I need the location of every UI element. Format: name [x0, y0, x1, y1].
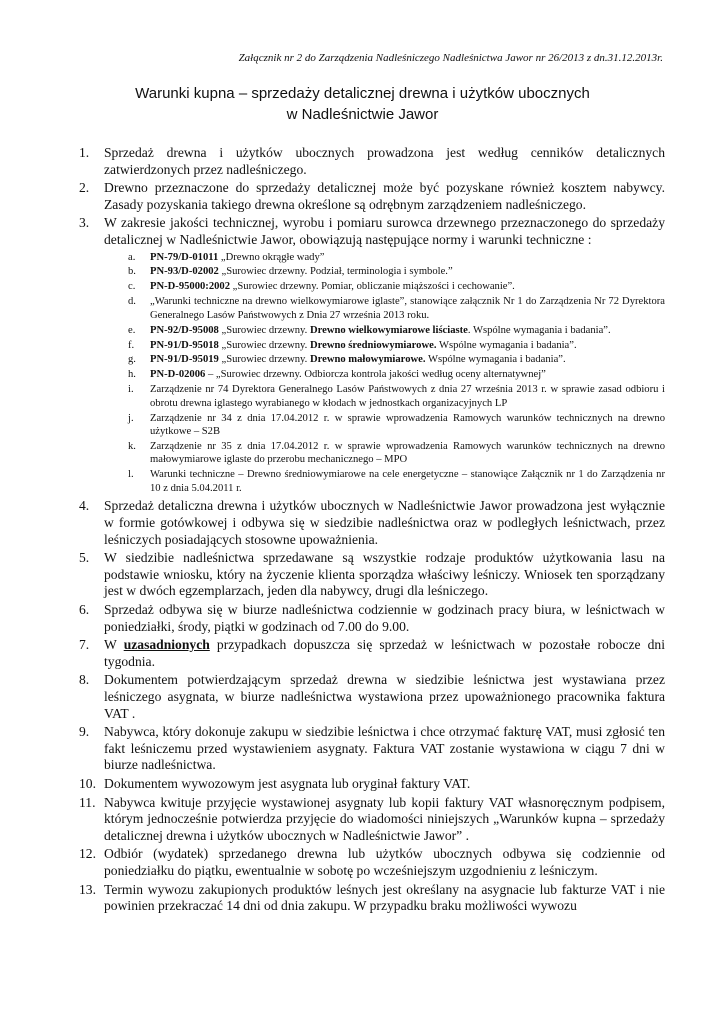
- title-line-2: w Nadleśnictwie Jawor: [286, 106, 439, 123]
- list-item: 11. Nabywca kwituje przyjęcie wystawionej asygnaty lub kopii faktury VAT własnoręcznym podpisem, którym jednocześnie potwierdza przyjęcie do wiadomości niniejszych „Warunków kupna – sprzedaży detalicznej drewna i użytków ubocznych w Nadleśnictwie Jawor” .: [79, 794, 665, 843]
- norm-item: l. Warunki techniczne – Drewno średniowymiarowe na cele energetyczne – stanowiące Załącznik nr 1 do Zarządzenia nr 10 z dnia 5.04.2011 r.: [128, 469, 665, 494]
- norm-item: j. Zarządzenie nr 34 z dnia 17.04.2012 r. w sprawie wprowadzenia Ramowych warunków technicznych na drewno użytkowe – S2B: [128, 412, 665, 437]
- norms-list: [104, 251, 665, 495]
- list-item: 2. Drewno przeznaczone do sprzedaży detalicznej może być pozyskane również kosztem nabywcy. Zasady pozyskania takiego drewna określone są odrębnym zarządzeniem nadleśniczego.: [79, 180, 665, 212]
- norm-item: a. PN-79/D-01011 „Drewno okrągłe wady”: [128, 251, 325, 263]
- norm-item: g. PN-91/D-95019 „Surowiec drzewny. Drewno małowymiarowe. Wspólne wymagania i badania”.: [128, 354, 566, 366]
- list-item: 8. Dokumentem potwierdzającym sprzedaż drewna w siedzibie leśnictwa jest wystawiana przez leśniczego asygnata, w biurze nadleśnictwa wystawiona przez upoważnionego pracownika faktura VAT .: [79, 672, 665, 721]
- conditions-list: [79, 145, 665, 917]
- norm-item: k. Zarządzenie nr 35 z dnia 17.04.2012 r. w sprawie wprowadzenia Ramowych warunków technicznych na drewno małowymiarowe iglaste do przerobu mechanicznego – MPO: [128, 440, 665, 466]
- title-line-1: Warunki kupna – sprzedaży detalicznej drewna i użytków ubocznych: [135, 85, 590, 102]
- norm-item: e. PN-92/D-95008 „Surowiec drzewny. Drewno wielkowymiarowe liściaste. Wspólne wymagania i badania”.: [128, 324, 611, 336]
- norm-item: b. PN-93/D-02002 „Surowiec drzewny. Podział, terminologia i symbole.”: [128, 266, 453, 278]
- list-item: 6. Sprzedaż odbywa się w biurze nadleśnictwa codziennie w godzinach pracy biura, w leśnictwach w poniedziałki, środy, piątki w godzinach od 7.00 do 9.00.: [79, 602, 665, 634]
- list-item: 13. Termin wywozu zakupionych produktów leśnych jest określany na asygnacie lub fakturze VAT i nie powinien przekraczać 14 dni od dnia zakupu. W przypadku braku możliwości wywozu: [79, 881, 665, 914]
- list-item: 10. Dokumentem wywozowym jest asygnata lub oryginał faktury VAT.: [79, 775, 471, 791]
- list-item: 4. Sprzedaż detaliczna drewna i użytków ubocznych w Nadleśnictwie Jawor prowadzona jest wyłącznie w formie gotówkowej i odbywa się w siedzibie nadleśnictwa oraz w podległych leśnictwach, przez leśniczych posiadających stosowne upoważnienia.: [79, 498, 665, 547]
- norm-item: i. Zarządzenie nr 74 Dyrektora Generalnego Lasów Państwowych z dnia 27 września 2013 r. w sprawie zasad odbioru i obrotu drewna iglastego wyrabianego w kłodach w jednostkach organizacyjnych LP: [128, 384, 665, 409]
- list-item: 9. Nabywca, który dokonuje zakupu w siedzibie leśnictwa i chce otrzymać fakturę VAT, musi zgłosić ten fakt leśniczemu przed wystawieniem asygnaty. Faktura VAT zostanie wystawiona w ciągu 7 dni w biurze nadleśnictwa.: [79, 724, 665, 773]
- norm-item: d. „Warunki techniczne na drewno wielkowymiarowe iglaste”, stanowiące załącznik Nr 1 do Zarządzenia Nr 72 Dyrektora Generalnego Lasów Państwowych z Dnia 27 września 2013 roku.: [128, 296, 665, 321]
- attachment-note: Załącznik nr 2 do Zarządzenia Nadleśniczego Nadleśnictwa Jawor nr 26/2013 z dn.31.12.2013r.: [238, 52, 663, 64]
- list-item: 1. Sprzedaż drewna i użytków ubocznych prowadzona jest według cenników detalicznych zatwierdzonych przez nadleśniczego.: [79, 145, 665, 177]
- document-title: [0, 83, 725, 125]
- list-item: 5. W siedzibie nadleśnictwa sprzedawane są wszystkie rodzaje produktów użytkowania lasu na podstawie wniosku, który na życzenie klienta sporządza właściwy leśniczy. Wniosek ten sporządzany jest w dwóch egzemplarzach, jeden dla nabywcy, drugi dla leśniczego.: [79, 550, 665, 599]
- list-item: 3. W zakresie jakości technicznej, wyrobu i pomiaru surowca drzewnego przeznaczonego do sprzedaży detalicznej w Nadleśnictwie Jawor, obowiązują następujące normy i warunki techniczne : a. PN-79/D-01011 „Drewno okrągłe wady” b. PN-93/D-02002 „Surowiec drzewny. Podział, terminologia i symbole.” c. PN-D-95000:2002 „Surowiec drzewny. Pomiar, obliczanie miąższości i cechowanie”. d. „Warunki techniczne na drewno wielkowymiarowe iglaste”, stanowiące załącznik Nr 1 do Zarządzenia Nr 72 Dyrektora Generalnego Lasów Państwowych z Dnia 27 września 2013 roku. e. PN-92/D-95008 „Surowiec drzewny. Drewno wielkowymiarowe liściaste. Wspólne wymagania i badania”. f. PN-91/D-95018 „Surowiec drzewny. Drewno średniowymiarowe. Wspólne wymagania i badania”. g. PN-91/D-95019 „Surowiec drzewny. Drewno małowymiarowe. Wspólne wymagania i badania”. h. PN-D-02006 – „Surowiec drzewny. Odbiorcza kontrola jakości według oceny alternatywnej” i. Zarządzenie nr 74 Dyrektora Generalnego Lasów Państwowych z dnia 27 września 2013 r. w sprawie zasad odbioru i obrotu drewna iglastego wyrabianego w kłodach w jednostkach organizacyjnych LP j. Zarządzenie nr 34 z dnia 17.04.2012 r. w sprawie wprowadzenia Ramowych warunków technicznych na drewno użytkowe – S2B k. Zarządzenie nr 35 z dnia 17.04.2012 r. w sprawie wprowadzenia Ramowych warunków technicznych na drewno małowymiarowe iglaste do przerobu mechanicznego – MPO l. Warunki techniczne – Drewno średniowymiarowe na cele energetyczne – stanowiące Załącznik nr 1 do Zarządzenia nr 10 z dnia 5.04.2011 r.: [79, 215, 665, 494]
- list-item: 12. Odbiór (wydatek) sprzedanego drewna lub użytków ubocznych odbywa się codziennie od poniedziałku do piątku, ewentualnie w sobotę po wcześniejszym uzgodnieniu z leśniczym.: [79, 846, 665, 878]
- norm-item: f. PN-91/D-95018 „Surowiec drzewny. Drewno średniowymiarowe. Wspólne wymagania i badania”.: [128, 339, 577, 351]
- norm-item: h. PN-D-02006 – „Surowiec drzewny. Odbiorcza kontrola jakości według oceny alternatywnej”: [128, 369, 546, 381]
- norm-item: c. PN-D-95000:2002 „Surowiec drzewny. Pomiar, obliczanie miąższości i cechowanie”.: [128, 281, 515, 293]
- list-item: 7. W uzasadnionych przypadkach dopuszcza się sprzedaż w leśnictwach w pozostałe robocze dni tygodnia.: [79, 637, 665, 669]
